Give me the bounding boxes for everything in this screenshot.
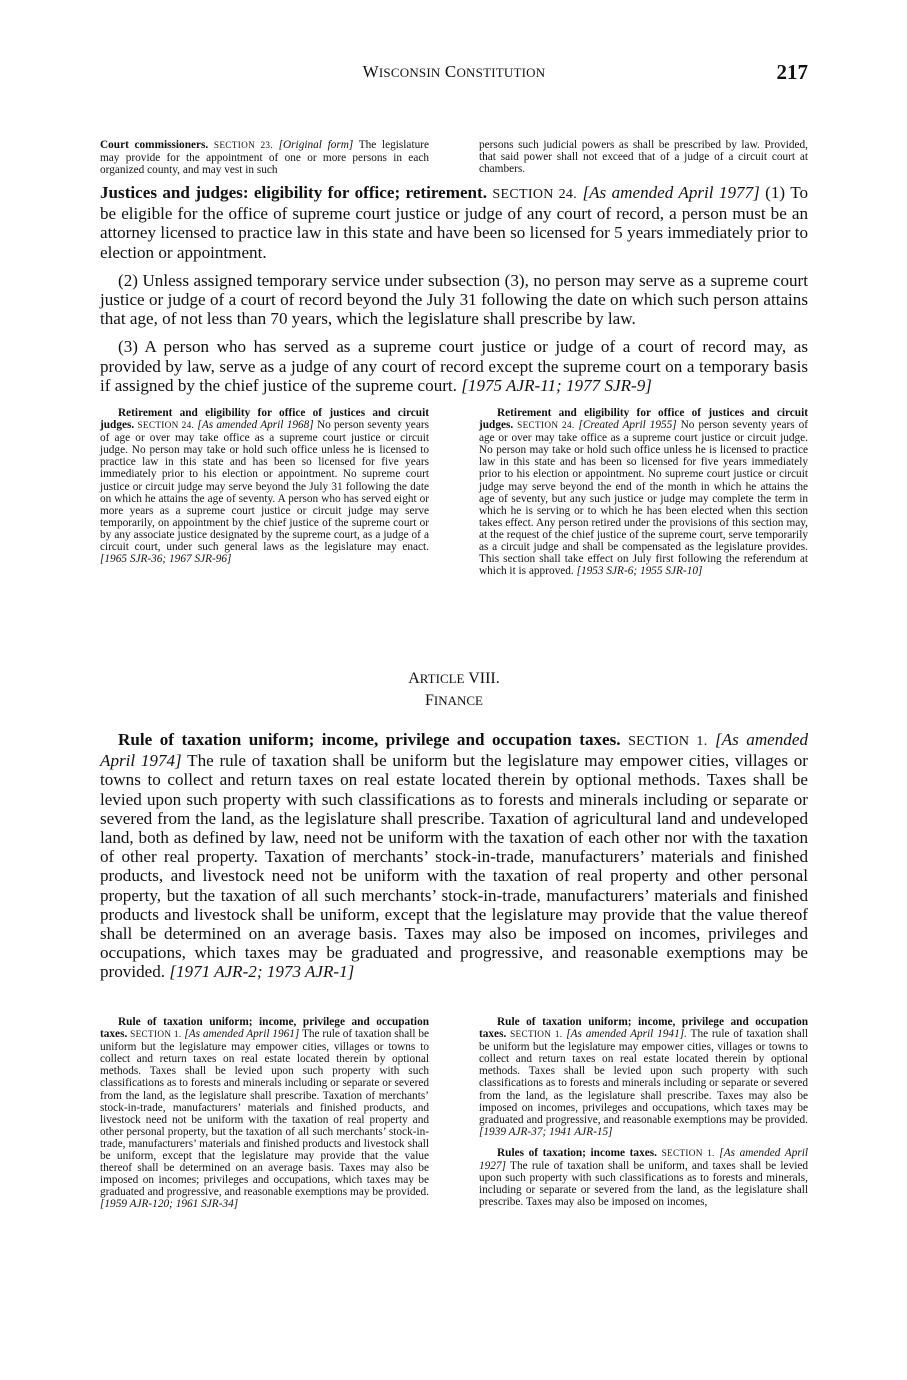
section-heading: Justices and judges: eligibility for office; retirement. xyxy=(100,183,488,202)
section-number: SECTION 24. xyxy=(137,421,195,432)
right-column xyxy=(479,407,808,577)
article-label: ARTICLE VIII. xyxy=(408,670,500,687)
section-number: SECTION 24. xyxy=(517,421,575,432)
amendment-history: [As amended April 1961] xyxy=(184,1028,300,1041)
section-number: SECTION 1. xyxy=(661,1148,715,1159)
running-header xyxy=(100,60,808,88)
taxation-1941-note: Rule of taxation uniform; income, privilege and occupation taxes. SECTION 1. [As amended April 1941]. The rule of taxation shall be uniform but the legislature may empower cities, villages or towns to collect and return taxes on real estate located therein by optional methods. Taxes shall be levied upon such property with such classifications as to forests and minerals including or separate or severed from the land, as the legislature shall prescribe. Taxes may also be imposed on incomes, privileges and occupations, which taxes may be graduated and progressive, and reasonable exemptions may be provided. [1939 AJR-37; 1941 AJR-15] xyxy=(479,1016,809,1138)
amendment-history: [As amended April 1977] xyxy=(582,183,760,202)
section-number: SECTION 24. xyxy=(492,187,578,202)
page-number: 217 xyxy=(776,60,808,84)
amendment-history: [Original form] xyxy=(278,139,354,151)
section-heading: Retirement and eligibility for office of justices and circuit judges. xyxy=(479,407,808,432)
justices-para-2: (2) Unless assigned temporary service under subsection (3), no person may serve as a supreme court justice or judge of a court of record beyond the July 31 following the date on which such person attains that age, of not less than 70 years, which the legislature shall prescribe by law. xyxy=(100,270,808,329)
taxation-section xyxy=(100,730,808,982)
retirement-notes xyxy=(100,407,808,577)
section-number: SECTION 23. xyxy=(213,141,273,151)
citation: [1965 SJR-36; 1967 SJR-96] xyxy=(100,553,232,566)
section-heading: Rule of taxation uniform; income, privilege and occupation taxes. xyxy=(479,1016,808,1041)
running-title: WISCONSIN CONSTITUTION xyxy=(362,62,546,81)
left-column xyxy=(100,1016,429,1211)
article-heading xyxy=(100,668,808,712)
section-number: SECTION 1. xyxy=(628,734,708,749)
citation: [1953 SJR-6; 1955 SJR-10] xyxy=(576,565,703,578)
citation: [1971 AJR-2; 1973 AJR-1] xyxy=(169,962,355,982)
section-heading: Court commissioners. xyxy=(100,139,209,151)
right-column xyxy=(479,139,808,176)
section-heading: Rules of taxation; income taxes. xyxy=(497,1146,657,1159)
left-column xyxy=(100,407,429,577)
retirement-1968-note: Retirement and eligibility for office of justices and circuit judges. SECTION 24. [As amended April 1968] No person seventy years of age or over may take office as a supreme court justice or circuit judge. No person may take or hold such office unless he is licensed to practice law in this state and has been so licensed for five years immediately prior to his election or appointment. No supreme court justice or circuit judge may serve beyond the July 31 following the date on which he attains the age of seventy. A person who has served eight or more years as a supreme court justice or circuit judge may serve temporarily, on appointment by the chief justice of the supreme court or by any associate justice designated by the supreme court, as a judge of a circuit court, under such general laws as the legislature may enact. [1965 SJR-36; 1967 SJR-96] xyxy=(100,407,429,566)
section-heading: Retirement and eligibility for office of justices and circuit judges. xyxy=(100,407,429,432)
citation: [1939 AJR-37; 1941 AJR-15] xyxy=(479,1125,613,1138)
court-commissioners-text: Court commissioners. SECTION 23. [Original form] The legislature may provide for the appointment of one or more persons in each organized county, and may vest in such xyxy=(100,139,430,177)
section-number: SECTION 1. xyxy=(130,1030,182,1041)
amendment-history: [As amended April 1968] xyxy=(197,419,314,432)
taxation-1974-text: Rule of taxation uniform; income, privilege and occupation taxes. SECTION 1. [As amended April 1974] The rule of taxation shall be uniform but the legislature may empower cities, villages or towns to collect and return taxes on real estate located therein by optional methods. Taxes shall be levied upon such property with such classifications as to forests and minerals including or separate or severed from the land, as the legislature shall prescribe. Taxation of agricultural land and undeveloped land, both as defined by law, need not be uniform with the taxation of each other nor with the taxation of other real property. Taxation of merchants’ stock-in-trade, manufacturers’ materials and finished products, and livestock need not be uniform with the taxation of real property and other personal property, but the taxation of all such merchants’ stock-in-trade, manufacturers’ materials and finished products and livestock shall be uniform, except that the legislature may provide that the value thereof shall be determined on an average basis. Taxes may also be imposed on incomes, privileges and occupations, which taxes may be graduated and progressive, and reasonable exemptions may be provided. [1971 AJR-2; 1973 AJR-1] xyxy=(100,730,808,982)
section-heading: Rule of taxation uniform; income, privilege and occupation taxes. xyxy=(100,1016,429,1041)
taxation-1961-note: Rule of taxation uniform; income, privilege and occupation taxes. SECTION 1. [As amended April 1961] The rule of taxation shall be uniform but the legislature may empower cities, villages or towns to collect and return taxes on real estate located therein by optional methods. Taxes shall be levied upon such property with such classifications as to forests and minerals including or separate or severed from the land, as the legislature shall prescribe. Taxation of merchants’ stock-in-trade, manufacturers’ materials and finished products, and livestock need not be uniform with the taxation of real property and other personal property, but the taxation of all such merchants’ stock-in-trade, manufacturers’ materials and finished products and livestock shall be uniform, except that the legislature may provide that the value thereof shall be determined on an average basis. Taxes may also be imposed on incomes; privileges and occupations, which taxes may be graduated and progressive, and reasonable exemptions may be provided. [1959 AJR-120; 1961 SJR-34] xyxy=(100,1016,430,1211)
document-page xyxy=(100,0,808,1380)
section-number: SECTION 1. xyxy=(510,1030,563,1041)
right-column xyxy=(479,1016,808,1211)
amendment-history: [As amended April 1941]. xyxy=(566,1028,687,1041)
amendment-history: [As amended April 1974] xyxy=(100,730,808,771)
citation: [1975 AJR-11; 1977 SJR-9] xyxy=(461,375,652,395)
justices-para-1: Justices and judges: eligibility for office; retirement. SECTION 24. [As amended April 1977] (1) To be eligible for the office of supreme court justice or judge of any court of record, a person must be an attorney licensed to practice law in this state and have been so licensed for 5 years immediately prior to election or appointment. xyxy=(100,183,808,262)
left-column xyxy=(100,139,429,176)
court-commissioners-continued: persons such judicial powers as shall be prescribed by law. Provided, that said power shall not exceed that of a judge of a circuit court at chambers. xyxy=(479,139,808,176)
section-heading: Rule of taxation uniform; income, privilege and occupation taxes. xyxy=(118,730,621,749)
retirement-1955-note: Retirement and eligibility for office of justices and circuit judges. SECTION 24. [Created April 1955] No person seventy years of age or over may take office as a supreme court justice or circuit judge. No person may take or hold such office unless he is licensed to practice law in this state and has been so licensed for five years immediately prior to his election or appointment. No supreme court justice or circuit judge may serve beyond the end of the month in which he attains the age of seventy, but any such justice or judge may complete the term in which he is serving or to which he has been elected when this section takes effect. Any person retired under the provisions of this section may, at the request of the chief justice of the supreme court, serve temporarily as a circuit judge and shall be compensated as the legislature provides. This section shall take effect on July first following the referendum at which it is approved. [1953 SJR-6; 1955 SJR-10] xyxy=(479,407,809,578)
court-commissioners-note xyxy=(100,139,808,176)
article-title: FINANCE xyxy=(424,692,483,709)
justices-para-3: (3) A person who has served as a supreme court justice or judge of a court of record may, as provided by law, serve as a judge of any court of record except the supreme court on a temporary basis if assigned by the chief justice of the supreme court. [1975 AJR-11; 1977 SJR-9] xyxy=(100,337,808,395)
amendment-history: [Created April 1955] xyxy=(578,419,677,432)
taxation-history-notes xyxy=(100,1016,808,1211)
citation: [1959 AJR-120; 1961 SJR-34] xyxy=(100,1198,239,1211)
justices-judges-section xyxy=(100,183,808,395)
taxation-1927-note: Rules of taxation; income taxes. SECTION 1. [As amended April 1927] The rule of taxation shall be uniform, and taxes shall be levied upon such property with such classifications as to forests and minerals, including or separate or severed from the land, as the legislature shall prescribe. Taxes may also be imposed on incomes, xyxy=(479,1146,809,1209)
amendment-history: [As amended April 1927] xyxy=(479,1146,809,1173)
